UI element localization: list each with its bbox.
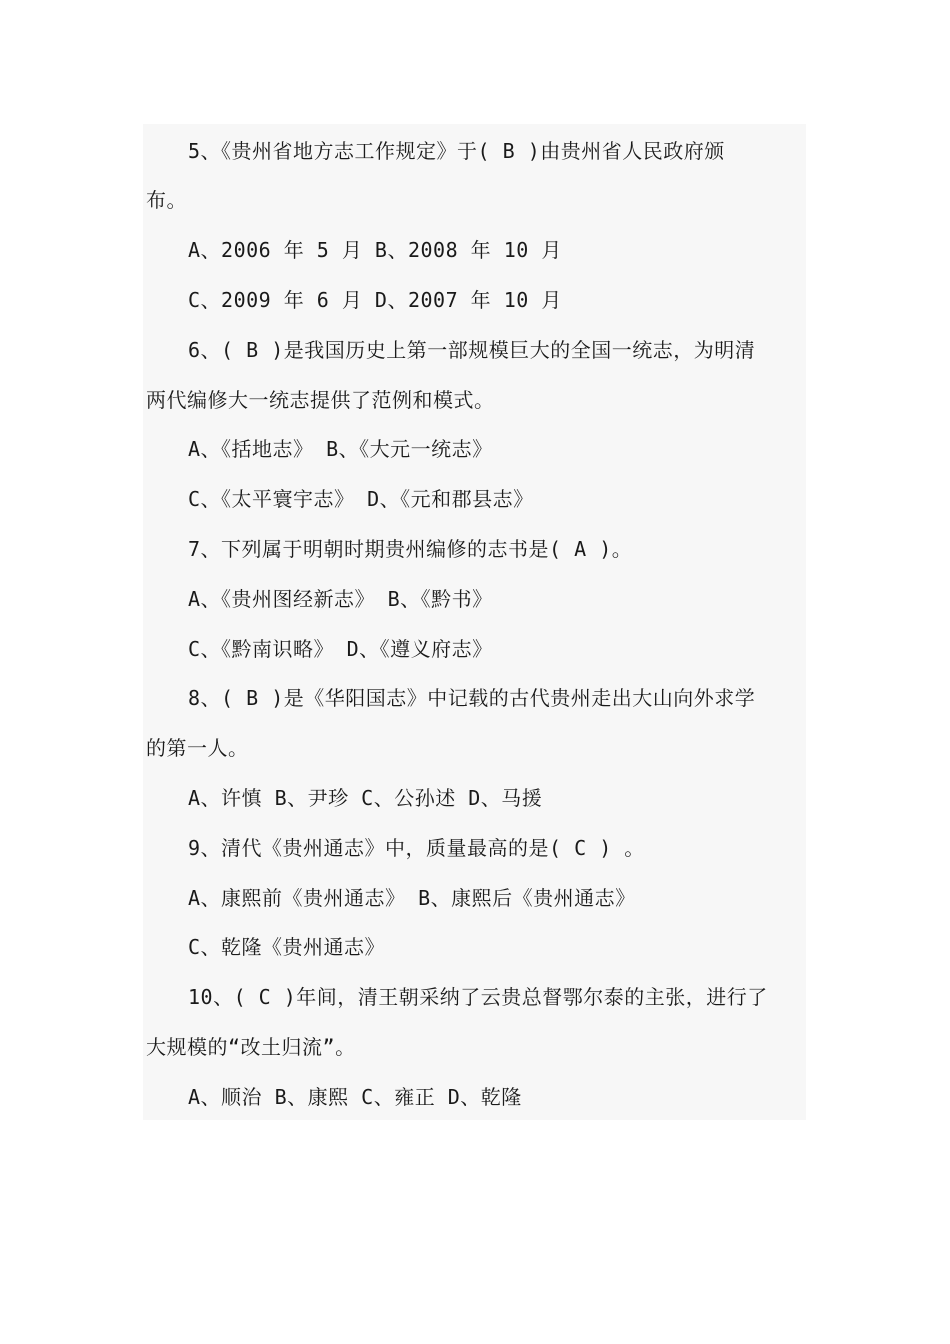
question-9-options-ab: A、康熙前《贵州通志》 B、康熙后《贵州通志》 bbox=[188, 886, 636, 910]
question-7-options-cd: C、《黔南识略》 D、《遵义府志》 bbox=[188, 637, 493, 661]
question-6-stem-continued: 两代编修大一统志提供了范例和模式。 bbox=[146, 388, 495, 412]
question-6-options-cd: C、《太平寰宇志》 D、《元和郡县志》 bbox=[188, 487, 534, 511]
question-8-stem-continued: 的第一人。 bbox=[146, 736, 249, 760]
question-7-options-ab: A、《贵州图经新志》 B、《黔书》 bbox=[188, 587, 493, 611]
question-7-stem: 7、下列属于明朝时期贵州编修的志书是( A )。 bbox=[188, 537, 633, 561]
question-5-stem-continued: 布。 bbox=[146, 188, 187, 212]
question-5-options-cd: C、2009 年 6 月 D、2007 年 10 月 bbox=[188, 288, 562, 312]
question-5-options-ab: A、2006 年 5 月 B、2008 年 10 月 bbox=[188, 238, 562, 262]
question-8-stem: 8、( B )是《华阳国志》中记载的古代贵州走出大山向外求学 bbox=[188, 686, 756, 710]
question-10-stem: 10、( C )年间，清王朝采纳了云贵总督鄂尔泰的主张，进行了 bbox=[188, 985, 768, 1009]
question-9-options-c: C、乾隆《贵州通志》 bbox=[188, 935, 386, 959]
document-page bbox=[143, 124, 806, 1120]
question-10-stem-continued: 大规模的“改土归流”。 bbox=[146, 1035, 356, 1059]
question-9-stem: 9、清代《贵州通志》中，质量最高的是( C ) 。 bbox=[188, 836, 645, 860]
question-10-options: A、顺治 B、康熙 C、雍正 D、乾隆 bbox=[188, 1085, 522, 1109]
question-6-options-ab: A、《括地志》 B、《大元一统志》 bbox=[188, 437, 493, 461]
question-5-stem: 5、《贵州省地方志工作规定》于( B )由贵州省人民政府颁 bbox=[188, 139, 725, 163]
question-8-options: A、许慎 B、尹珍 C、公孙述 D、马援 bbox=[188, 786, 543, 810]
question-6-stem: 6、( B )是我国历史上第一部规模巨大的全国一统志，为明清 bbox=[188, 338, 756, 362]
